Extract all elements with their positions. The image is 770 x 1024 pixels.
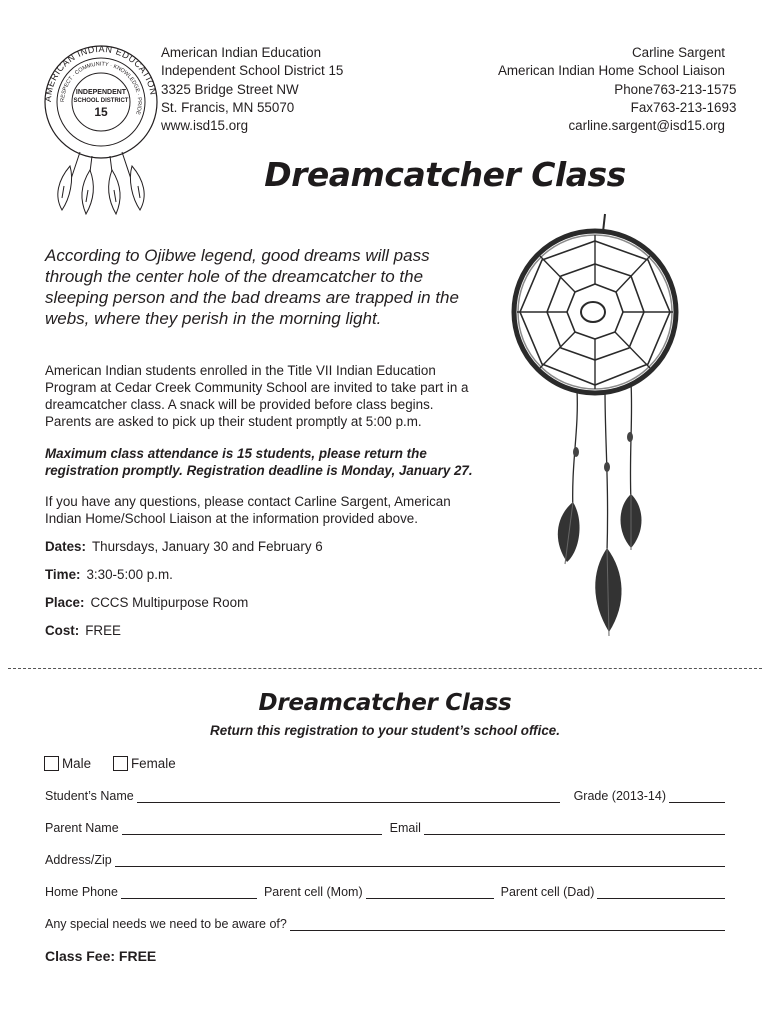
parent-cell-dad-label: Parent cell (Dad) [500,885,595,899]
time-label: Time: [45,567,81,582]
class-fee: Class Fee: FREE [45,948,157,964]
parent-name-label: Parent Name [45,821,119,835]
address-field[interactable] [115,855,725,867]
org-name: American Indian Education [161,45,322,60]
attendance-notice: Maximum class attendance is 15 students, please return the registration promptly. Registration deadline is Monday, January 27. [45,446,473,478]
time-row [45,567,173,582]
special-needs-label: Any special needs we need to be aware of? [45,917,287,931]
address-row [45,853,725,867]
form-subtitle: Return this registration to your student’s school office. [210,723,560,738]
invitation-paragraph: American Indian students enrolled in the Title VII Indian Education Program at Cedar Creek Community School are invited to take part in a dreamcatcher class. A snack will be provided before class begins. Parents are asked to pick up their student promptly at 5:00 p.m. [45,363,469,429]
home-phone-label: Home Phone [45,885,118,899]
male-label: Male [62,756,92,771]
cost-label: Cost: [45,623,80,638]
fax-number: 763-213-1693 [653,99,737,115]
logo-center-line2: SCHOOL DISTRICT [73,98,129,104]
fax-label: Fax [630,99,653,115]
dates-row [45,539,323,554]
flyer-title: Dreamcatcher Class [264,155,626,194]
contact-name: Carline Sargent [631,45,725,60]
special-needs-row [45,917,725,931]
feather-icon [558,494,642,636]
student-name-field[interactable] [137,791,560,803]
logo-inner-ring-text: RESPECT · COMMUNITY · KNOWLEDGE · PRIDE [59,61,143,116]
parent-row [45,821,725,835]
logo-center-line1: INDEPENDENT [75,89,127,96]
org-district: Independent School District 15 [161,63,344,79]
parent-cell-mom-field[interactable] [366,887,494,899]
student-name-label: Student’s Name [45,789,134,803]
email-field[interactable] [424,823,725,835]
cost-row [45,623,121,638]
logo-ring-text: AMERICAN INDIAN EDUCATION [42,43,159,103]
contact-role: American Indian Home School Liaison [497,63,725,79]
student-row [45,789,725,803]
parent-cell-dad-field[interactable] [597,887,725,899]
female-checkbox[interactable] [113,756,176,771]
time-value: 3:30-5:00 p.m. [86,567,173,582]
contact-fax-row [498,99,737,117]
place-label: Place: [45,595,85,610]
phone-row [45,885,725,899]
home-phone-field[interactable] [121,887,257,899]
address-label: Address/Zip [45,853,112,867]
female-label: Female [131,756,176,771]
female-checkbox-box[interactable] [113,756,128,771]
contact-email: carline.sargent@isd15.org [568,118,725,134]
place-row [45,595,248,610]
phone-number: 763-213-1575 [653,81,737,97]
cost-value: FREE [85,623,121,638]
dates-label: Dates: [45,539,86,554]
contact-phone-row [498,81,737,99]
organization-address [161,44,343,135]
district-logo [40,40,162,216]
phone-label: Phone [614,81,653,97]
org-website: www.isd15.org [161,118,249,134]
dreamcatcher-illustration [505,212,705,652]
org-city: St. Francis, MN 55070 [161,99,295,115]
tear-off-dashed-line [8,668,762,669]
dates-value: Thursdays, January 30 and February 6 [91,539,323,554]
male-checkbox[interactable] [44,756,91,771]
parent-cell-mom-label: Parent cell (Mom) [263,885,363,899]
parent-name-field[interactable] [122,823,382,835]
logo-center-number: 15 [94,105,108,119]
legend-paragraph: According to Ojibwe legend, good dreams will pass through the center hole of the dreamcatcher to the sleeping person and the bad dreams are trapped in the webs, where they perish in the morning light. [45,246,459,328]
form-title: Dreamcatcher Class [258,690,512,716]
org-street: 3325 Bridge Street NW [161,81,299,97]
feather-icon [58,152,144,214]
place-value: CCCS Multipurpose Room [90,595,249,610]
grade-label: Grade (2013-14) [573,789,666,803]
grade-field[interactable] [669,791,725,803]
male-checkbox-box[interactable] [44,756,59,771]
contact-info [497,44,737,135]
questions-paragraph: If you have any questions, please contact Carline Sargent, American Indian Home/School Liaison at the information provided above. [45,494,451,526]
email-label: Email [389,821,421,835]
special-needs-field[interactable] [290,919,725,931]
